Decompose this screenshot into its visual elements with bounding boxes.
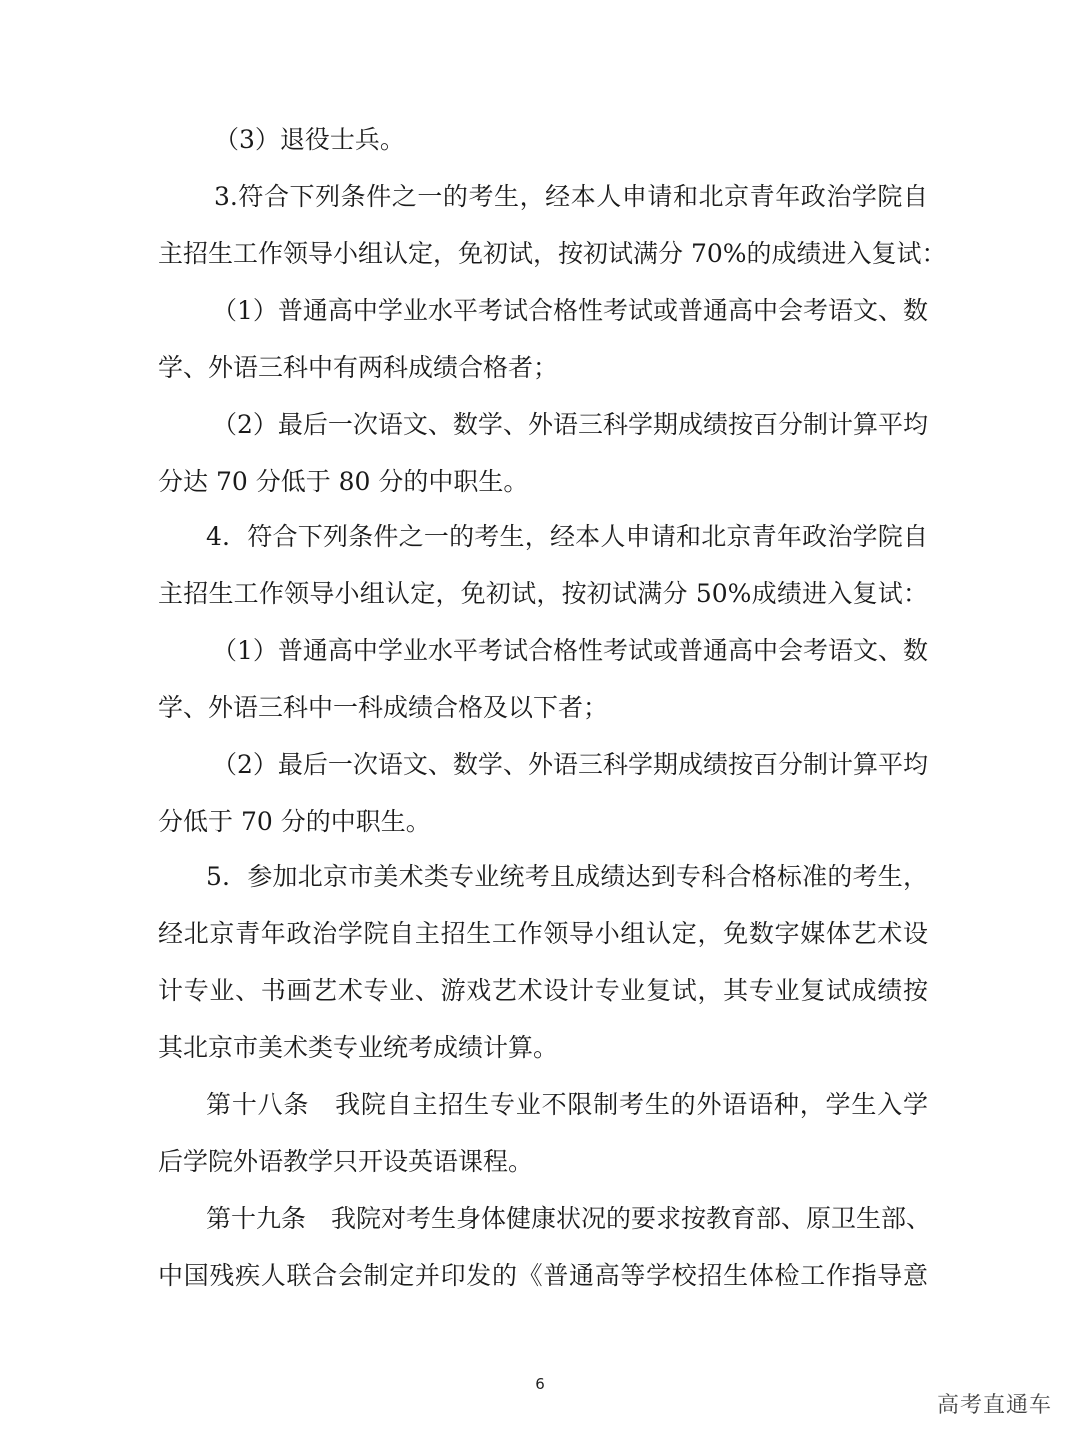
text-line: 中国残疾人联合会制定并印发的《普通高等学校招生体检工作指导意 bbox=[158, 1261, 928, 1290]
text-line: （2）最后一次语文、数学、外语三科学期成绩按百分制计算平均 bbox=[212, 410, 928, 439]
text-line: 分达 70 分低于 80 分的中职生。 bbox=[158, 467, 529, 496]
text-line: 计专业、书画艺术专业、游戏艺术设计专业复试，其专业复试成绩按 bbox=[158, 976, 928, 1005]
text-line: 经北京青年政治学院自主招生工作领导小组认定，免数字媒体艺术设 bbox=[158, 919, 928, 948]
text-line: 第十八条 我院自主招生专业不限制考生的外语语种，学生入学 bbox=[206, 1090, 928, 1119]
text-line: （3）退役士兵。 bbox=[214, 125, 405, 154]
text-line: 学、外语三科中有两科成绩合格者； bbox=[158, 353, 559, 382]
text-line: 学、外语三科中一科成绩合格及以下者； bbox=[158, 693, 609, 722]
text-line: 5．参加北京市美术类专业统考且成绩达到专科合格标准的考生， bbox=[206, 862, 928, 891]
text-line: 4．符合下列条件之一的考生，经本人申请和北京青年政治学院自 bbox=[206, 522, 928, 551]
text-line: 3.符合下列条件之一的考生，经本人申请和北京青年政治学院自 bbox=[214, 182, 928, 211]
text-line: 后学院外语教学只开设英语课程。 bbox=[158, 1147, 534, 1176]
watermark-label: 高考直通车 bbox=[936, 1393, 1052, 1418]
text-line: 主招生工作领导小组认定，免初试，按初试满分 50%成绩进入复试： bbox=[158, 579, 928, 608]
text-line: 其北京市美术类专业统考成绩计算。 bbox=[158, 1033, 559, 1062]
text-line: 第十九条 我院对考生身体健康状况的要求按教育部、原卫生部、 bbox=[206, 1204, 932, 1233]
text-line: （2）最后一次语文、数学、外语三科学期成绩按百分制计算平均 bbox=[212, 750, 928, 779]
text-line: （1）普通高中学业水平考试合格性考试或普通高中会考语文、数 bbox=[212, 296, 928, 325]
page-number: 6 bbox=[535, 1375, 545, 1393]
text-line: 主招生工作领导小组认定，免初试，按初试满分 70%的成绩进入复试： bbox=[158, 239, 947, 268]
text-line: （1）普通高中学业水平考试合格性考试或普通高中会考语文、数 bbox=[212, 636, 928, 665]
text-line: 分低于 70 分的中职生。 bbox=[158, 807, 431, 836]
